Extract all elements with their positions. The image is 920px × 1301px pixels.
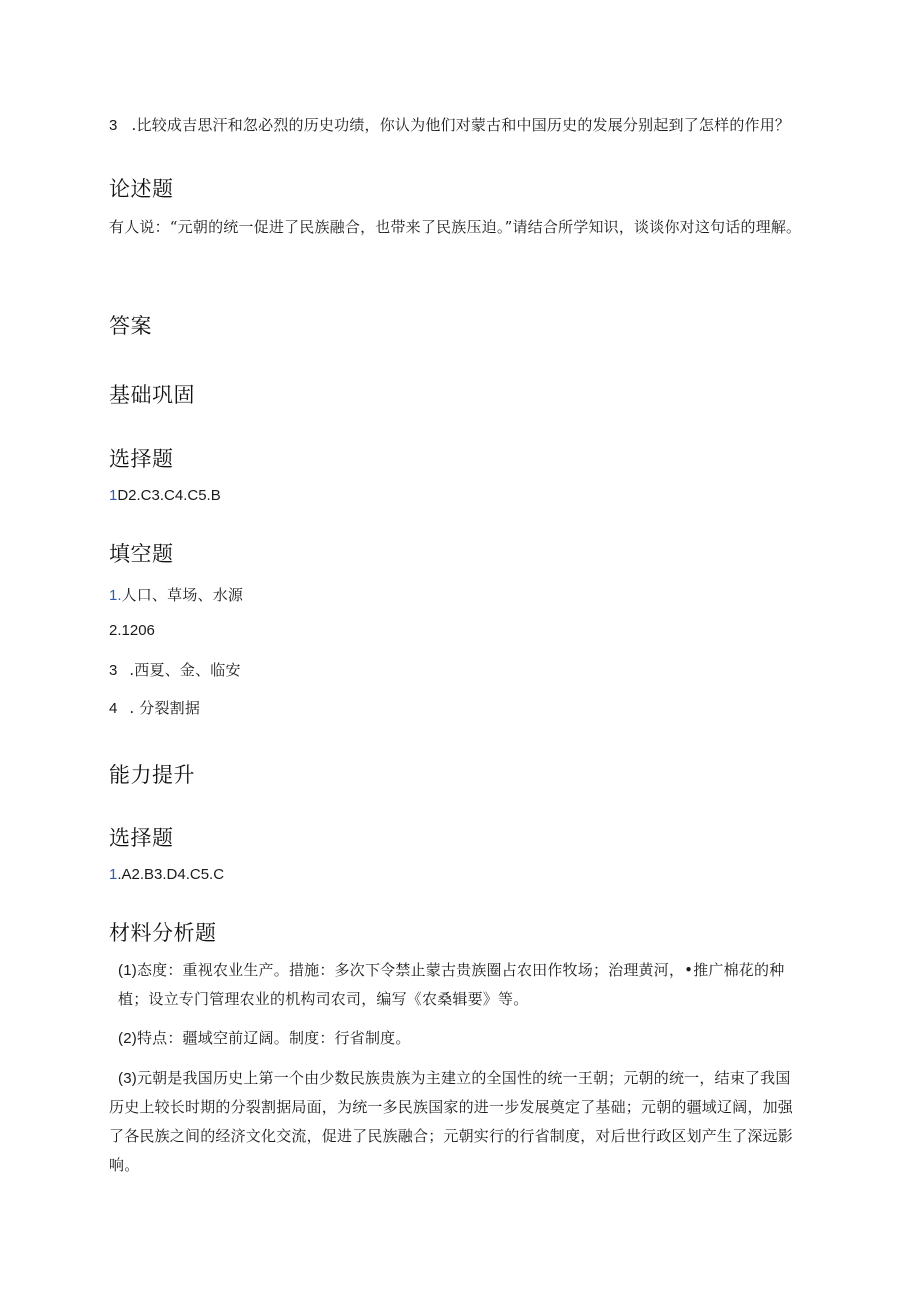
material-item-2 [118, 1024, 800, 1053]
answers-heading: 答案 [109, 314, 152, 338]
advanced-heading: 能力提升 [109, 763, 195, 787]
advanced-choice-first-num: 1 [109, 866, 118, 883]
advanced-choice-answers [109, 866, 224, 883]
material-item-3-num: (3) [118, 1070, 137, 1087]
fill-item-1-num: 1. [109, 587, 122, 604]
fill-item-4-num: 4 [109, 700, 118, 717]
material-item-3 [109, 1064, 801, 1180]
fill-item-4 [109, 697, 200, 718]
question-3-number: 3 [109, 117, 118, 134]
basic-choice-text: D2.C3.C4.C5.B [117, 487, 221, 504]
basic-choice-answers [109, 487, 221, 504]
advanced-choice-heading: 选择题 [109, 826, 174, 850]
fill-item-1 [109, 584, 243, 605]
fill-item-3-num: 3 [109, 662, 118, 679]
essay-heading: 论述题 [109, 177, 174, 201]
question-3 [109, 114, 809, 135]
fill-item-1-text: 人口、草场、水源 [121, 586, 244, 604]
basic-choice-heading: 选择题 [109, 447, 174, 471]
question-3-text: .比较成吉思汗和忽必烈的历史功绩，你认为他们对蒙古和中国历史的发展分别起到了怎样的作用？ [131, 116, 791, 134]
basic-choice-first-num: 1 [109, 487, 118, 504]
material-item-2-text: 特点：疆域空前辽阔。制度：行省制度。 [136, 1029, 411, 1047]
fill-item-3 [109, 659, 241, 680]
fill-item-2-text: 1206 [121, 622, 155, 639]
material-item-1-num: (1) [118, 962, 137, 979]
material-item-1-text: 态度：重视农业生产。措施：多次下令禁止蒙古贵族圈占农田作牧场；治理黄河，•推广棉花的种植；设立专门管理农业的机构司农司，编写《农桑辑要》等。 [118, 961, 785, 1008]
fill-item-2 [109, 622, 155, 640]
essay-question: 有人说：“元朝的统一促进了民族融合，也带来了民族压迫。”请结合所学知识，谈谈你对这句话的理解。 [109, 218, 802, 236]
material-item-1 [118, 956, 800, 1014]
advanced-choice-text: .A2.B3.D4.C5.C [117, 866, 225, 883]
fill-item-3-text: .西夏、金、临安 [129, 661, 241, 679]
fill-item-4-text: . 分裂割据 [129, 699, 201, 717]
basic-heading: 基础巩固 [109, 383, 195, 407]
material-item-3-text: 元朝是我国历史上第一个由少数民族贵族为主建立的全国性的统一王朝；元朝的统一，结束了我国历史上较长时期的分裂割据局面，为统一多民族国家的进一步发展奠定了基础；元朝的疆域辽阔，加强了各民族之间的经济文化交流，促进了民族融合；元朝实行的行省制度，对后世行政区划产生了深远影响。 [109, 1069, 794, 1174]
fill-heading: 填空题 [109, 542, 174, 566]
fill-item-2-num: 2. [109, 622, 122, 639]
material-item-2-num: (2) [118, 1030, 137, 1047]
material-heading: 材料分析题 [109, 921, 217, 945]
